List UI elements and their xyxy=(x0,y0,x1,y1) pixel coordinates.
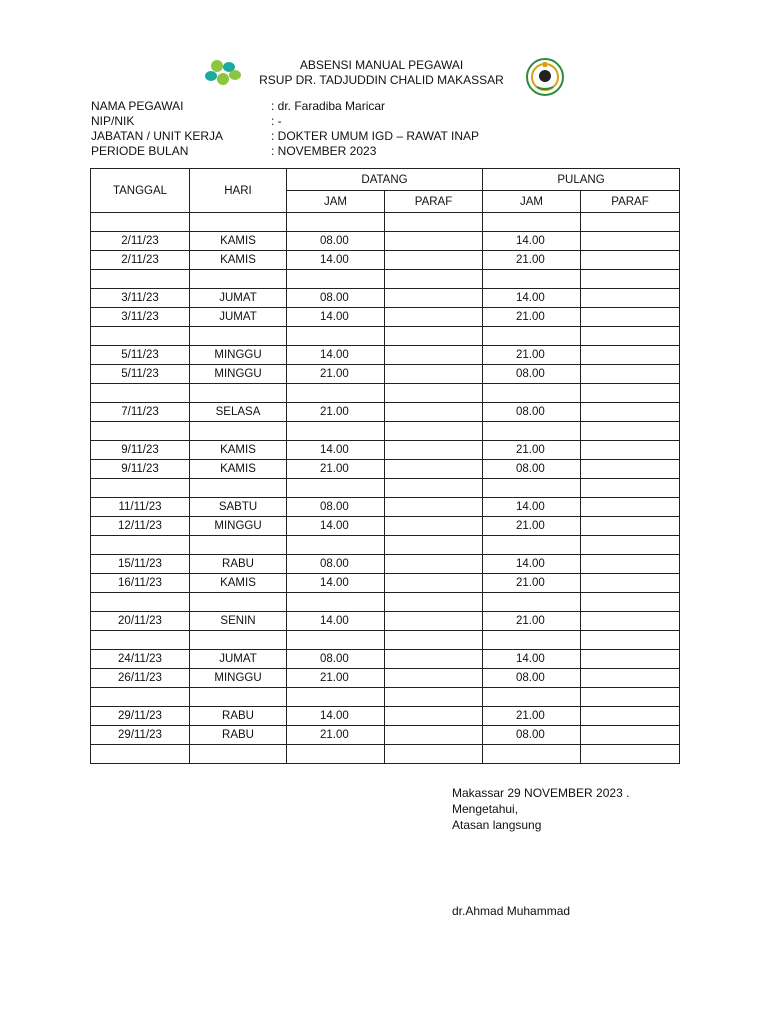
cell-datang-paraf xyxy=(385,707,483,726)
cell-tanggal: 5/11/23 xyxy=(91,365,190,384)
cell-tanggal: 20/11/23 xyxy=(91,612,190,631)
cell-pulang-paraf xyxy=(581,498,680,517)
cell-tanggal: 5/11/23 xyxy=(91,346,190,365)
cell-pulang-jam: 21.00 xyxy=(483,574,581,593)
cell-pulang-jam: 21.00 xyxy=(483,441,581,460)
cell-tanggal: 3/11/23 xyxy=(91,308,190,327)
cell-tanggal: 26/11/23 xyxy=(91,669,190,688)
table-row xyxy=(91,460,680,479)
cell-datang-paraf xyxy=(385,669,483,688)
cell-hari xyxy=(190,593,287,612)
cell-pulang-jam xyxy=(483,327,581,346)
cell-hari: JUMAT xyxy=(190,650,287,669)
cell-tanggal: 16/11/23 xyxy=(91,574,190,593)
table-row xyxy=(91,346,680,365)
cell-tanggal xyxy=(91,422,190,441)
cell-datang-paraf xyxy=(385,289,483,308)
header-datang-paraf: PARAF xyxy=(385,191,483,213)
title-line-1: ABSENSI MANUAL PEGAWAI xyxy=(299,58,464,72)
cell-hari: KAMIS xyxy=(190,574,287,593)
cell-tanggal: 11/11/23 xyxy=(91,498,190,517)
cell-hari xyxy=(190,688,287,707)
cell-tanggal xyxy=(91,213,190,232)
cell-pulang-paraf xyxy=(581,232,680,251)
cell-pulang-paraf xyxy=(581,631,680,650)
cell-datang-jam: 14.00 xyxy=(287,574,385,593)
cell-datang-jam: 08.00 xyxy=(287,498,385,517)
cell-hari: MINGGU xyxy=(190,346,287,365)
cell-hari: RABU xyxy=(190,726,287,745)
cell-datang-paraf xyxy=(385,441,483,460)
header-datang: DATANG xyxy=(287,169,483,191)
cell-datang-paraf xyxy=(385,688,483,707)
cell-pulang-jam: 21.00 xyxy=(483,612,581,631)
cell-pulang-jam: 21.00 xyxy=(483,517,581,536)
cell-datang-paraf xyxy=(385,517,483,536)
table-row xyxy=(91,517,680,536)
cell-pulang-jam xyxy=(483,536,581,555)
cell-datang-jam xyxy=(287,422,385,441)
cell-tanggal xyxy=(91,270,190,289)
cell-pulang-jam xyxy=(483,270,581,289)
cell-hari xyxy=(190,479,287,498)
cell-tanggal: 9/11/23 xyxy=(91,441,190,460)
attendance-table xyxy=(90,168,680,764)
cell-datang-jam xyxy=(287,384,385,403)
cell-hari xyxy=(190,213,287,232)
cell-datang-jam: 21.00 xyxy=(287,403,385,422)
cell-pulang-paraf xyxy=(581,574,680,593)
cell-pulang-paraf xyxy=(581,536,680,555)
table-row xyxy=(91,612,680,631)
cell-datang-paraf xyxy=(385,479,483,498)
cell-datang-jam: 21.00 xyxy=(287,365,385,384)
cell-pulang-jam xyxy=(483,688,581,707)
table-row xyxy=(91,536,680,555)
cell-pulang-jam xyxy=(483,745,581,764)
table-row xyxy=(91,593,680,612)
cell-pulang-paraf xyxy=(581,669,680,688)
cell-pulang-jam: 08.00 xyxy=(483,403,581,422)
cell-tanggal xyxy=(91,384,190,403)
table-row xyxy=(91,631,680,650)
cell-hari: SELASA xyxy=(190,403,287,422)
cell-tanggal: 7/11/23 xyxy=(91,403,190,422)
title-line-2: RSUP DR. TADJUDDIN CHALID MAKASSAR xyxy=(259,73,504,87)
cell-pulang-paraf xyxy=(581,479,680,498)
document-title xyxy=(0,58,768,88)
info-value: : DOKTER UMUM IGD – RAWAT INAP xyxy=(271,129,480,143)
cell-pulang-jam: 14.00 xyxy=(483,289,581,308)
table-row xyxy=(91,726,680,745)
cell-tanggal xyxy=(91,536,190,555)
cell-datang-jam xyxy=(287,593,385,612)
cell-hari: JUMAT xyxy=(190,289,287,308)
cell-pulang-paraf xyxy=(581,308,680,327)
cell-hari xyxy=(190,270,287,289)
cell-datang-jam: 14.00 xyxy=(287,251,385,270)
table-row xyxy=(91,365,680,384)
cell-pulang-jam: 21.00 xyxy=(483,308,581,327)
place-date: Makassar 29 NOVEMBER 2023 . xyxy=(452,786,630,800)
cell-datang-jam xyxy=(287,213,385,232)
cell-hari: SENIN xyxy=(190,612,287,631)
cell-pulang-jam: 08.00 xyxy=(483,460,581,479)
table-row xyxy=(91,327,680,346)
cell-pulang-jam: 14.00 xyxy=(483,232,581,251)
info-label: NIP/NIK xyxy=(91,114,135,128)
table-row xyxy=(91,308,680,327)
cell-datang-paraf xyxy=(385,308,483,327)
header-hari: HARI xyxy=(190,169,287,213)
cell-datang-jam: 08.00 xyxy=(287,555,385,574)
acknowledged-label: Mengetahui, xyxy=(452,802,519,816)
cell-pulang-jam xyxy=(483,213,581,232)
cell-tanggal: 15/11/23 xyxy=(91,555,190,574)
cell-pulang-paraf xyxy=(581,460,680,479)
cell-tanggal: 29/11/23 xyxy=(91,707,190,726)
cell-hari xyxy=(190,384,287,403)
cell-hari: RABU xyxy=(190,707,287,726)
cell-datang-paraf xyxy=(385,745,483,764)
header-pulang-paraf: PARAF xyxy=(581,191,680,213)
cell-datang-jam xyxy=(287,688,385,707)
table-row xyxy=(91,688,680,707)
cell-tanggal xyxy=(91,593,190,612)
cell-datang-paraf xyxy=(385,384,483,403)
cell-datang-paraf xyxy=(385,232,483,251)
cell-datang-jam xyxy=(287,631,385,650)
cell-pulang-paraf xyxy=(581,384,680,403)
cell-tanggal: 9/11/23 xyxy=(91,460,190,479)
cell-pulang-jam: 14.00 xyxy=(483,498,581,517)
cell-hari xyxy=(190,745,287,764)
info-value: : NOVEMBER 2023 xyxy=(271,144,377,158)
table-row xyxy=(91,270,680,289)
table-row xyxy=(91,251,680,270)
cell-datang-jam: 21.00 xyxy=(287,726,385,745)
cell-tanggal xyxy=(91,327,190,346)
cell-datang-paraf xyxy=(385,327,483,346)
cell-hari: MINGGU xyxy=(190,365,287,384)
cell-hari: RABU xyxy=(190,555,287,574)
cell-datang-paraf xyxy=(385,498,483,517)
table-row xyxy=(91,403,680,422)
cell-datang-jam: 08.00 xyxy=(287,232,385,251)
cell-pulang-paraf xyxy=(581,555,680,574)
cell-datang-paraf xyxy=(385,536,483,555)
table-row xyxy=(91,650,680,669)
cell-pulang-paraf xyxy=(581,213,680,232)
info-value: : - xyxy=(271,114,282,128)
cell-datang-paraf xyxy=(385,593,483,612)
cell-datang-paraf xyxy=(385,213,483,232)
superior-label: Atasan langsung xyxy=(452,818,542,832)
cell-tanggal: 2/11/23 xyxy=(91,232,190,251)
cell-datang-jam xyxy=(287,479,385,498)
cell-pulang-paraf xyxy=(581,612,680,631)
cell-datang-jam: 21.00 xyxy=(287,669,385,688)
cell-tanggal: 29/11/23 xyxy=(91,726,190,745)
cell-datang-paraf xyxy=(385,460,483,479)
cell-pulang-jam: 21.00 xyxy=(483,346,581,365)
cell-tanggal: 2/11/23 xyxy=(91,251,190,270)
cell-datang-paraf xyxy=(385,726,483,745)
attendance-rows xyxy=(91,213,680,764)
cell-datang-jam: 08.00 xyxy=(287,289,385,308)
table-row xyxy=(91,745,680,764)
cell-datang-paraf xyxy=(385,574,483,593)
header-pulang-jam: JAM xyxy=(483,191,581,213)
cell-datang-paraf xyxy=(385,555,483,574)
cell-hari: MINGGU xyxy=(190,669,287,688)
cell-hari xyxy=(190,422,287,441)
info-label: NAMA PEGAWAI xyxy=(91,99,184,113)
table-row xyxy=(91,555,680,574)
cell-pulang-jam xyxy=(483,593,581,612)
cell-hari: KAMIS xyxy=(190,232,287,251)
cell-datang-jam xyxy=(287,536,385,555)
table-row xyxy=(91,574,680,593)
cell-hari: JUMAT xyxy=(190,308,287,327)
cell-datang-paraf xyxy=(385,403,483,422)
table-row xyxy=(91,384,680,403)
cell-pulang-jam xyxy=(483,422,581,441)
cell-tanggal: 24/11/23 xyxy=(91,650,190,669)
table-row xyxy=(91,669,680,688)
table-row xyxy=(91,232,680,251)
cell-pulang-jam: 14.00 xyxy=(483,555,581,574)
cell-pulang-paraf xyxy=(581,707,680,726)
cell-pulang-paraf xyxy=(581,688,680,707)
cell-datang-paraf xyxy=(385,251,483,270)
cell-datang-jam: 14.00 xyxy=(287,517,385,536)
cell-tanggal xyxy=(91,688,190,707)
cell-datang-jam xyxy=(287,270,385,289)
cell-tanggal xyxy=(91,745,190,764)
cell-datang-jam xyxy=(287,327,385,346)
cell-hari: KAMIS xyxy=(190,441,287,460)
info-value: : dr. Faradiba Maricar xyxy=(271,99,386,113)
cell-datang-paraf xyxy=(385,650,483,669)
cell-tanggal: 12/11/23 xyxy=(91,517,190,536)
cell-pulang-paraf xyxy=(581,270,680,289)
cell-datang-jam: 08.00 xyxy=(287,650,385,669)
cell-tanggal xyxy=(91,479,190,498)
cell-pulang-paraf xyxy=(581,251,680,270)
cell-pulang-jam: 08.00 xyxy=(483,365,581,384)
cell-datang-jam xyxy=(287,745,385,764)
cell-pulang-jam: 08.00 xyxy=(483,669,581,688)
cell-pulang-paraf xyxy=(581,593,680,612)
cell-hari xyxy=(190,536,287,555)
cell-hari xyxy=(190,631,287,650)
cell-pulang-paraf xyxy=(581,422,680,441)
cell-hari: MINGGU xyxy=(190,517,287,536)
info-label: JABATAN / UNIT KERJA xyxy=(91,129,224,143)
cell-datang-jam: 14.00 xyxy=(287,707,385,726)
table-row xyxy=(91,289,680,308)
cell-datang-paraf xyxy=(385,270,483,289)
cell-datang-paraf xyxy=(385,612,483,631)
cell-hari: KAMIS xyxy=(190,460,287,479)
cell-datang-jam: 14.00 xyxy=(287,441,385,460)
cell-tanggal xyxy=(91,631,190,650)
info-label: PERIODE BULAN xyxy=(91,144,189,158)
cell-pulang-jam: 08.00 xyxy=(483,726,581,745)
cell-pulang-jam xyxy=(483,631,581,650)
table-row xyxy=(91,498,680,517)
cell-pulang-paraf xyxy=(581,517,680,536)
cell-pulang-jam xyxy=(483,479,581,498)
cell-datang-paraf xyxy=(385,346,483,365)
cell-pulang-paraf xyxy=(581,403,680,422)
cell-pulang-paraf xyxy=(581,327,680,346)
cell-datang-paraf xyxy=(385,631,483,650)
cell-tanggal: 3/11/23 xyxy=(91,289,190,308)
cell-datang-paraf xyxy=(385,365,483,384)
signature-block xyxy=(452,785,629,833)
header-tanggal: TANGGAL xyxy=(91,169,190,213)
cell-datang-jam: 21.00 xyxy=(287,460,385,479)
cell-hari: SABTU xyxy=(190,498,287,517)
cell-datang-paraf xyxy=(385,422,483,441)
cell-pulang-jam: 21.00 xyxy=(483,707,581,726)
cell-pulang-paraf xyxy=(581,650,680,669)
cell-pulang-jam: 14.00 xyxy=(483,650,581,669)
cell-hari xyxy=(190,327,287,346)
cell-datang-jam: 14.00 xyxy=(287,308,385,327)
cell-pulang-jam: 21.00 xyxy=(483,251,581,270)
cell-hari: KAMIS xyxy=(190,251,287,270)
cell-pulang-jam xyxy=(483,384,581,403)
cell-datang-jam: 14.00 xyxy=(287,612,385,631)
table-row xyxy=(91,213,680,232)
cell-pulang-paraf xyxy=(581,289,680,308)
cell-pulang-paraf xyxy=(581,365,680,384)
table-row xyxy=(91,422,680,441)
table-row xyxy=(91,707,680,726)
signer-name: dr.Ahmad Muhammad xyxy=(452,904,571,918)
table-row xyxy=(91,441,680,460)
header-datang-jam: JAM xyxy=(287,191,385,213)
cell-pulang-paraf xyxy=(581,346,680,365)
cell-pulang-paraf xyxy=(581,745,680,764)
header-pulang: PULANG xyxy=(483,169,680,191)
cell-pulang-paraf xyxy=(581,441,680,460)
cell-datang-jam: 14.00 xyxy=(287,346,385,365)
cell-pulang-paraf xyxy=(581,726,680,745)
table-row xyxy=(91,479,680,498)
